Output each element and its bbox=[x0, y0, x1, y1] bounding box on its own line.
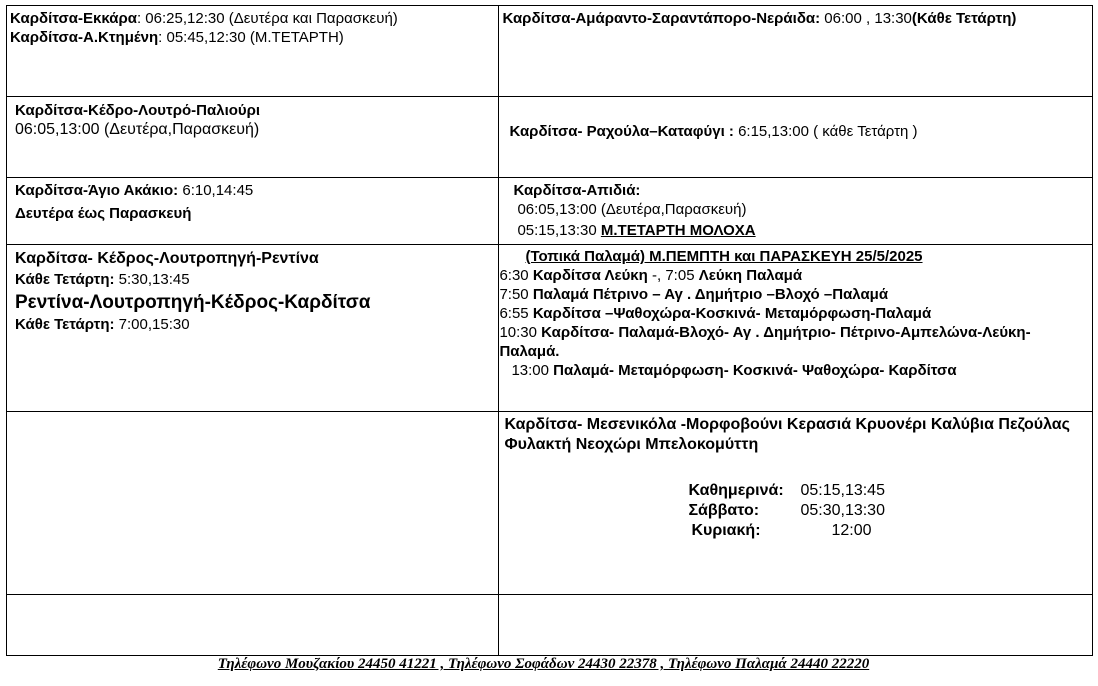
cell-amaranto-neraida bbox=[499, 6, 1093, 97]
time-palamas-1: 6:30 bbox=[499, 267, 533, 284]
cell-kedro-paliouri bbox=[7, 97, 499, 178]
route-rachoula: Καρδίτσα- Ραχούλα–Καταφύγι : bbox=[509, 123, 734, 140]
times-daily: 05:15,13:45 bbox=[800, 482, 885, 499]
cell-empty-bottom-left bbox=[7, 595, 499, 656]
times-sunday-row bbox=[688, 521, 1072, 541]
times-sunday: 12:00 bbox=[831, 522, 872, 539]
route-palamas-1a: Καρδίτσα Λεύκη bbox=[532, 267, 648, 284]
times-saturday: 05:30,13:30 bbox=[800, 502, 885, 519]
phone-footer: Τηλέφωνο Μουζακίου 24450 41221 , Τηλέφωνο Σοφάδων 24430 22378 , Τηλέφωνο Παλαμά 24440 22220 bbox=[217, 656, 870, 672]
route-mesenikola: Καρδίτσα- Μεσενικόλα -Μορφοβούνι Κερασιά Κρυονέρι Καλύβια Πεζούλας Φυλακτή Νεοχώρι Μπελοκομύττη bbox=[504, 416, 1070, 453]
table-row bbox=[7, 412, 1093, 595]
times-daily-row bbox=[688, 481, 1072, 501]
table-row bbox=[7, 97, 1093, 178]
times-ekkara: : 06:25,12:30 (Δευτέρα και Παρασκευή) bbox=[136, 10, 398, 27]
route-palamas-1b: Λεύκη Παλαμά bbox=[698, 267, 803, 284]
label-rentina-out: Κάθε Τετάρτη: bbox=[15, 271, 115, 288]
time-palamas-2: 7:50 bbox=[499, 286, 529, 303]
table-row bbox=[7, 595, 1093, 656]
times-rentina-back: 7:00,15:30 bbox=[114, 316, 190, 333]
cell-empty-bottom-right bbox=[499, 595, 1093, 656]
times-ktimeni: : 05:45,12:30 (Μ.ΤΕΤΑΡΤΗ) bbox=[158, 29, 344, 46]
times-apidia-1: 06:05,13:00 (Δευτέρα,Παρασκευή) bbox=[517, 201, 747, 218]
label-saturday: Σάββατο: bbox=[688, 502, 760, 519]
times-paliouri: 06:05,13:00 (Δευτέρα,Παρασκευή) bbox=[15, 121, 260, 138]
time-palamas-3: 6:55 bbox=[499, 305, 529, 322]
table-row bbox=[7, 6, 1093, 97]
times-amaranto: 06:00 , 13:30 bbox=[820, 10, 912, 27]
cell-apidia bbox=[499, 178, 1093, 245]
times-rentina-out: 5:30,13:45 bbox=[114, 271, 190, 288]
table-row bbox=[7, 178, 1093, 245]
time-palamas-5: 13:00 bbox=[511, 362, 549, 379]
route-palamas-4: Καρδίτσα- Παλαμά-Βλοχό- Αγ . Δημήτριο- Πέτρινο-Αμπελώνα-Λεύκη- Παλαμά. bbox=[499, 324, 1031, 360]
route-rentina-back: Ρεντίνα-Λουτροπηγή-Κέδρος-Καρδίτσα bbox=[15, 292, 371, 313]
cell-mesenikola bbox=[499, 412, 1093, 595]
times-saturday-row bbox=[688, 501, 1072, 521]
cell-rentina bbox=[7, 245, 499, 412]
route-ktimeni: Καρδίτσα-Α.Κτημένη bbox=[10, 29, 159, 46]
label-daily: Καθημερινά: bbox=[688, 482, 784, 499]
times-apidia-2: 05:15,13:30 bbox=[517, 222, 601, 239]
route-amaranto: Καρδίτσα-Αμάραντο-Σαραντάπορο-Νεράιδα: bbox=[502, 10, 821, 27]
times-akakio: 6:10,14:45 bbox=[178, 182, 254, 199]
route-palamas-5: Παλαμά- Μεταμόρφωση- Κοσκινά- Ψαθοχώρα- Καρδίτσα bbox=[549, 362, 957, 379]
route-paliouri: Καρδίτσα-Κέδρο-Λουτρό-Παλιούρι bbox=[15, 102, 261, 119]
time-palamas-4: 10:30 bbox=[499, 324, 537, 341]
table-row bbox=[7, 245, 1093, 412]
route-palamas-3: Καρδίτσα –Ψαθοχώρα-Κοσκινά- Μεταμόρφωση-Παλαμά bbox=[528, 305, 932, 322]
cell-agio-akakio bbox=[7, 178, 499, 245]
route-akakio: Καρδίτσα-Άγιο Ακάκιο: bbox=[15, 182, 179, 199]
cell-empty-left bbox=[7, 412, 499, 595]
days-apidia-2: Μ.ΤΕΤΑΡΤΗ ΜΟΛΟΧΑ bbox=[600, 222, 756, 239]
label-sunday: Κυριακή: bbox=[691, 522, 761, 539]
mid-palamas-1: -, 7:05 bbox=[647, 267, 699, 284]
schedule-table bbox=[6, 5, 1093, 656]
label-rentina-back: Κάθε Τετάρτη: bbox=[15, 316, 115, 333]
cell-ekkara-ktimeni bbox=[7, 6, 499, 97]
route-apidia: Καρδίτσα-Απιδιά: bbox=[513, 182, 641, 199]
cell-rachoula-katafygi bbox=[499, 97, 1093, 178]
cell-palamas-local bbox=[499, 245, 1093, 412]
days-akakio: Δευτέρα έως Παρασκευή bbox=[15, 205, 192, 222]
route-rentina-out: Καρδίτσα- Κέδρος-Λουτροπηγή-Ρεντίνα bbox=[15, 250, 319, 267]
days-amaranto: (Κάθε Τετάρτη) bbox=[911, 10, 1017, 27]
route-palamas-2: Παλαμά Πέτρινο – Αγ . Δημήτριο –Βλοχό –Παλαμά bbox=[528, 286, 889, 303]
times-rachoula: 6:15,13:00 ( κάθε Τετάρτη ) bbox=[733, 123, 918, 140]
heading-palamas: (Τοπικά Παλαμά) Μ.ΠΕΜΠΤΗ και ΠΑΡΑΣΚΕΥΗ 25/5/2025 bbox=[525, 248, 923, 265]
route-ekkara: Καρδίτσα-Εκκάρα bbox=[10, 10, 137, 27]
